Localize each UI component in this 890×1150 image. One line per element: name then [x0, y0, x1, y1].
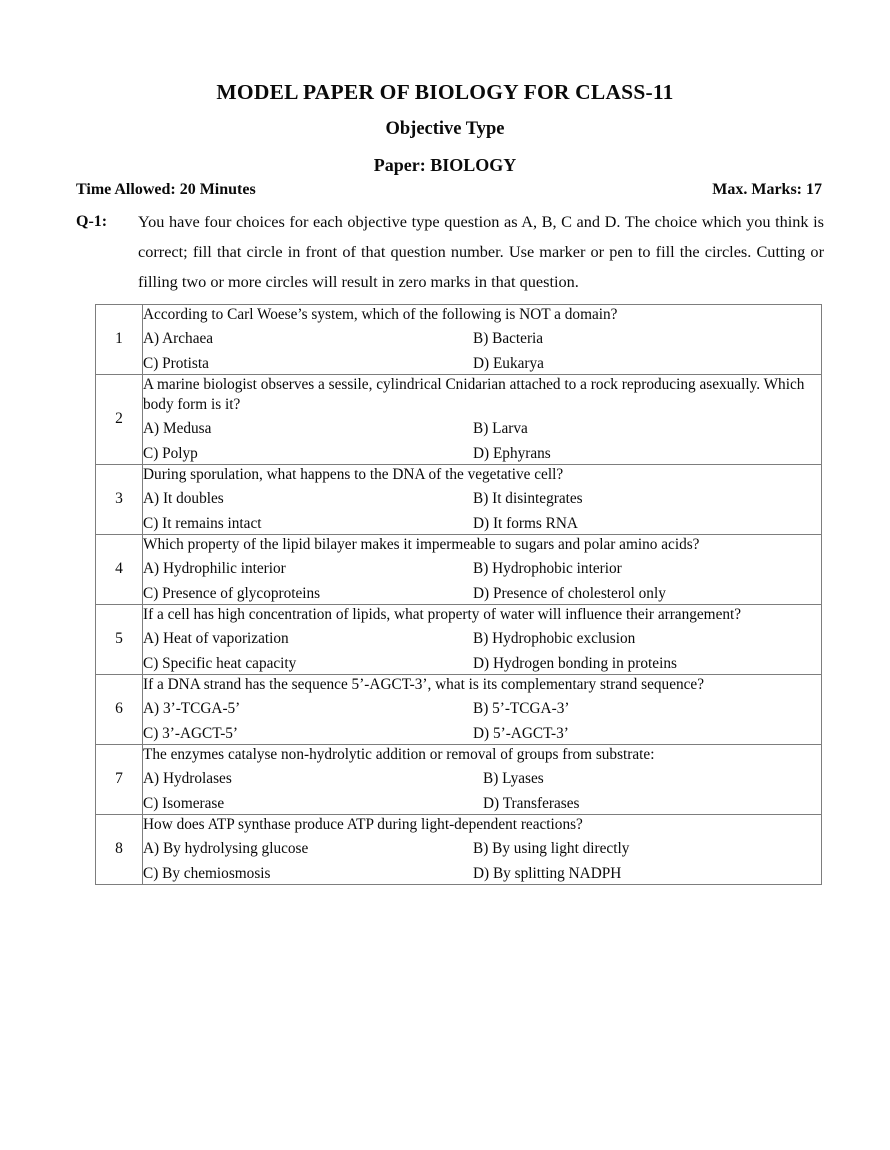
option-a[interactable]: A) 3’-TCGA-5’ [143, 700, 241, 718]
question-number: 6 [96, 674, 143, 744]
question-body [143, 674, 822, 744]
option-a[interactable]: A) It doubles [143, 490, 224, 508]
option-b[interactable]: B) Hydrophobic interior [473, 560, 622, 578]
option-d[interactable]: D) Transferases [483, 794, 580, 812]
option-row-ab [143, 489, 821, 509]
option-c[interactable]: C) Presence of glycoproteins [143, 585, 321, 603]
page-title: MODEL PAPER OF BIOLOGY FOR CLASS-11 [216, 80, 674, 104]
option-d[interactable]: D) 5’-AGCT-3’ [473, 724, 569, 742]
question-number: 8 [96, 814, 143, 884]
question-stem: How does ATP synthase produce ATP during light-dependent reactions? [143, 815, 583, 833]
option-group [143, 699, 821, 744]
questions-table [95, 304, 822, 885]
time-allowed: Time Allowed: 20 Minutes [76, 181, 256, 198]
table-row [96, 674, 822, 744]
question-body [143, 465, 822, 535]
question-number: 1 [96, 305, 143, 375]
option-row-cd [143, 584, 821, 604]
option-row-cd [143, 444, 821, 464]
option-a[interactable]: A) Medusa [143, 420, 212, 438]
question-number: 3 [96, 465, 143, 535]
option-c[interactable]: C) 3’-AGCT-5’ [143, 724, 239, 742]
table-row [96, 305, 822, 375]
option-row-ab [143, 329, 821, 349]
question-body [143, 814, 822, 884]
question-stem: The enzymes catalyse non-hydrolytic addition or removal of groups from substrate: [143, 745, 655, 763]
question-stem: According to Carl Woese’s system, which of the following is NOT a domain? [143, 306, 618, 323]
question-number: 4 [96, 535, 143, 605]
option-row-cd [143, 794, 821, 814]
question-body [143, 374, 822, 464]
option-a[interactable]: A) Hydrolases [143, 770, 232, 787]
option-b[interactable]: B) Larva [473, 420, 528, 438]
option-group [143, 559, 821, 604]
option-group [143, 629, 821, 674]
option-a[interactable]: A) Hydrophilic interior [143, 560, 286, 578]
option-d[interactable]: D) Hydrogen bonding in proteins [473, 655, 677, 672]
table-row [96, 604, 822, 674]
option-c[interactable]: C) It remains intact [143, 515, 262, 533]
instruction-label: Q-1: [76, 213, 108, 230]
option-c[interactable]: C) Specific heat capacity [143, 655, 297, 672]
question-number: 2 [96, 374, 143, 464]
max-marks: Max. Marks: 17 [712, 181, 822, 198]
option-group [143, 489, 821, 534]
question-stem: During sporulation, what happens to the DNA of the vegetative cell? [143, 466, 564, 484]
question-body [143, 604, 822, 674]
question-body [143, 535, 822, 605]
table-row [96, 535, 822, 605]
question-stem: If a DNA strand has the sequence 5’-AGCT-3’, what is its complementary strand sequence? [143, 675, 705, 693]
option-b[interactable]: B) Lyases [483, 770, 544, 787]
option-row-ab [143, 769, 821, 789]
instruction-text: You have four choices for each objective type question as A, B, C and D. The choice which you think is correct; fill that circle in front of that question number. Use marker or pen to fill the circles. Cutting or filling two or more circles will result in zero marks in that question. [138, 212, 824, 291]
option-row-ab [143, 629, 821, 649]
question-body [143, 305, 822, 375]
question-stem: If a cell has high concentration of lipids, what property of water will influence their arrangement? [143, 605, 742, 623]
option-b[interactable]: B) 5’-TCGA-3’ [473, 700, 570, 718]
option-row-ab [143, 699, 821, 719]
questions-table-body [96, 305, 822, 885]
option-group [143, 329, 821, 374]
option-b[interactable]: B) By using light directly [473, 839, 630, 857]
option-d[interactable]: D) It forms RNA [473, 515, 578, 533]
instruction-block [76, 207, 824, 297]
table-row [96, 374, 822, 464]
option-a[interactable]: A) By hydrolysing glucose [143, 839, 309, 857]
option-row-cd [143, 724, 821, 744]
question-body [143, 744, 822, 814]
option-a[interactable]: A) Archaea [143, 330, 214, 348]
option-row-ab [143, 559, 821, 579]
option-c[interactable]: C) Polyp [143, 445, 198, 463]
option-row-ab [143, 419, 821, 439]
questions-table-wrapper [95, 304, 822, 885]
question-stem: A marine biologist observes a sessile, cylindrical Cnidarian attached to a rock reproducing asexually. Which body form is it? [143, 375, 805, 414]
option-d[interactable]: D) By splitting NADPH [473, 864, 622, 882]
option-b[interactable]: B) Bacteria [473, 330, 544, 348]
option-b[interactable]: B) It disintegrates [473, 490, 583, 508]
page-subtitle: Objective Type [385, 119, 505, 139]
paper-name: Paper: BIOLOGY [373, 155, 517, 175]
table-row [96, 744, 822, 814]
option-c[interactable]: C) Isomerase [143, 794, 225, 812]
option-d[interactable]: D) Ephyrans [473, 445, 551, 463]
exam-meta-row [76, 181, 822, 199]
option-row-cd [143, 654, 821, 674]
question-stem: Which property of the lipid bilayer makes it impermeable to sugars and polar amino acids? [143, 536, 700, 553]
option-c[interactable]: C) Protista [143, 355, 209, 373]
option-a[interactable]: A) Heat of vaporization [143, 630, 289, 648]
option-row-cd [143, 864, 821, 884]
option-row-ab [143, 839, 821, 859]
option-b[interactable]: B) Hydrophobic exclusion [473, 630, 636, 648]
option-group [143, 839, 821, 884]
option-c[interactable]: C) By chemiosmosis [143, 864, 271, 882]
question-number: 7 [96, 744, 143, 814]
option-group [143, 419, 821, 464]
option-d[interactable]: D) Presence of cholesterol only [473, 585, 666, 603]
option-row-cd [143, 354, 821, 374]
option-group [143, 769, 821, 814]
question-number: 5 [96, 604, 143, 674]
option-d[interactable]: D) Eukarya [473, 355, 544, 373]
option-row-cd [143, 514, 821, 534]
table-row [96, 814, 822, 884]
table-row [96, 465, 822, 535]
